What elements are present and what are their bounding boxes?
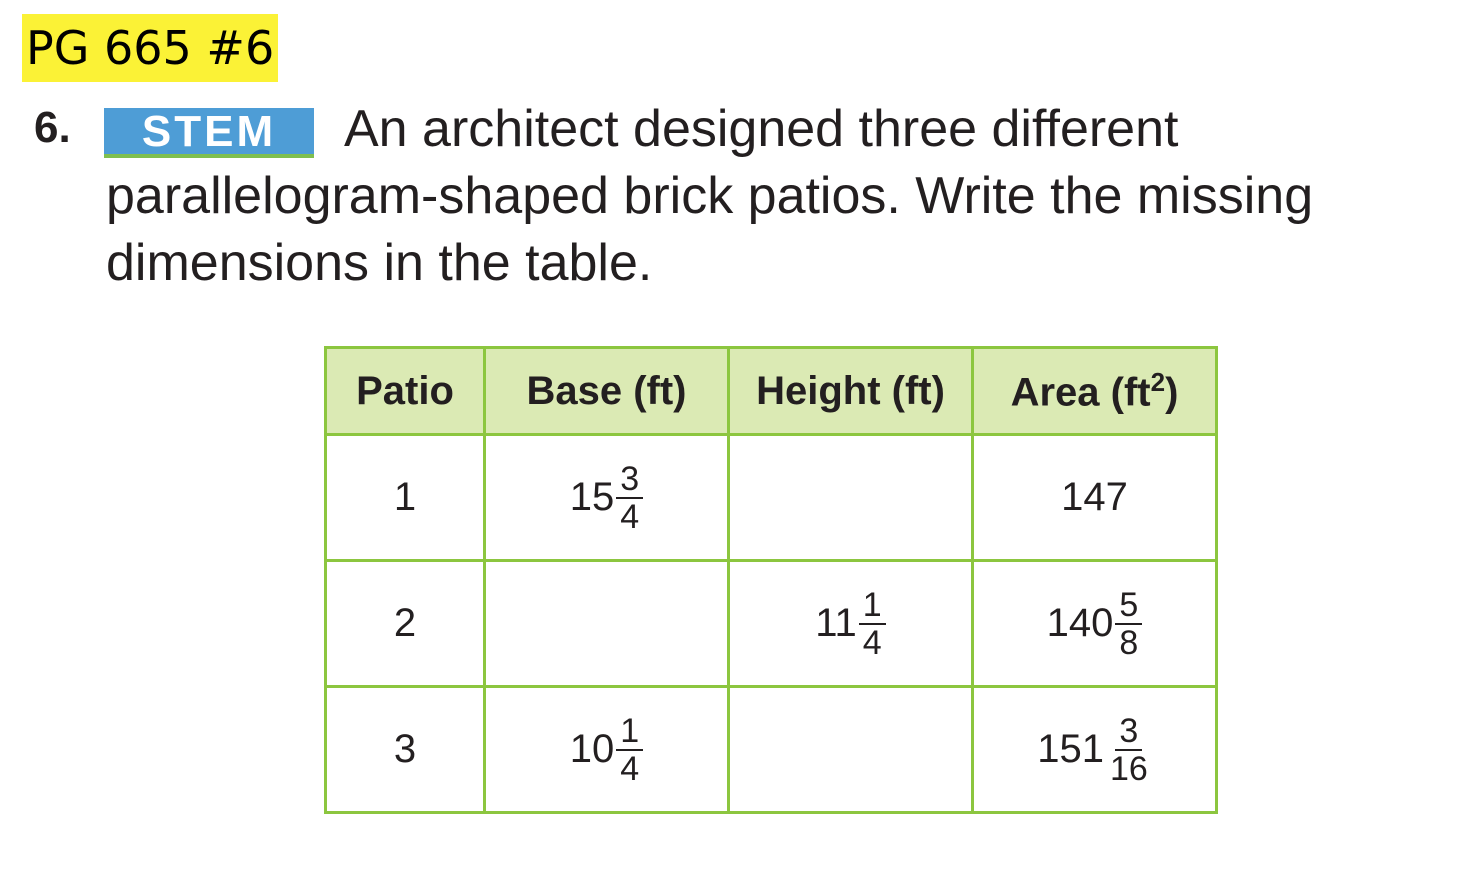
header-area xyxy=(973,348,1217,435)
whole-part: 15 xyxy=(569,475,615,519)
whole-part: 151 xyxy=(1037,727,1104,771)
denominator: 4 xyxy=(620,497,640,536)
stem-badge: STEM xyxy=(104,108,314,158)
denominator: 4 xyxy=(862,623,882,662)
fraction xyxy=(616,461,643,535)
cell-patio: 1 xyxy=(326,435,485,561)
page-label: PG 665 #6 xyxy=(22,14,278,82)
numerator: 1 xyxy=(616,713,643,751)
mixed-number xyxy=(815,587,885,661)
denominator: 8 xyxy=(1119,623,1139,662)
patio-dimensions-table xyxy=(324,346,1218,814)
cell-base xyxy=(485,687,729,813)
header-area-suffix: ) xyxy=(1165,370,1179,415)
cell-height-blank xyxy=(729,687,973,813)
problem-text: An architect designed three different parallelogram-shaped brick patios. Write the missing dimensions in the table. xyxy=(106,100,1314,292)
numerator: 1 xyxy=(859,587,886,625)
whole-part: 11 xyxy=(815,601,857,645)
cell-height-blank xyxy=(729,435,973,561)
whole-part: 140 xyxy=(1046,601,1114,645)
cell-area xyxy=(973,687,1217,813)
header-base: Base (ft) xyxy=(485,348,729,435)
problem-number: 6. xyxy=(34,103,71,152)
table-row xyxy=(326,687,1217,813)
cell-base xyxy=(485,435,729,561)
denominator: 4 xyxy=(620,749,640,788)
table-header-row xyxy=(326,348,1217,435)
cell-area xyxy=(973,435,1217,561)
header-patio: Patio xyxy=(326,348,485,435)
header-area-exponent: 2 xyxy=(1150,366,1166,397)
table-row xyxy=(326,435,1217,561)
mixed-number xyxy=(1037,713,1152,787)
numerator: 5 xyxy=(1115,587,1142,625)
cell-patio: 2 xyxy=(326,561,485,687)
fraction xyxy=(859,587,886,661)
fraction xyxy=(1115,587,1142,661)
whole-part: 147 xyxy=(1061,475,1128,519)
patio-table-container xyxy=(324,346,1218,814)
whole-part: 10 xyxy=(569,727,615,771)
denominator: 16 xyxy=(1109,749,1148,788)
header-height: Height (ft) xyxy=(729,348,973,435)
numerator: 3 xyxy=(1115,713,1142,751)
numerator: 3 xyxy=(616,461,643,499)
cell-area xyxy=(973,561,1217,687)
mixed-number xyxy=(570,713,643,787)
header-area-prefix: Area (ft xyxy=(1010,370,1151,415)
whole-number xyxy=(1061,475,1128,520)
cell-height xyxy=(729,561,973,687)
cell-patio: 3 xyxy=(326,687,485,813)
mixed-number xyxy=(1047,587,1143,661)
cell-base-blank xyxy=(485,561,729,687)
mixed-number xyxy=(570,461,643,535)
fraction xyxy=(616,713,643,787)
table-row xyxy=(326,561,1217,687)
fraction xyxy=(1106,713,1152,787)
